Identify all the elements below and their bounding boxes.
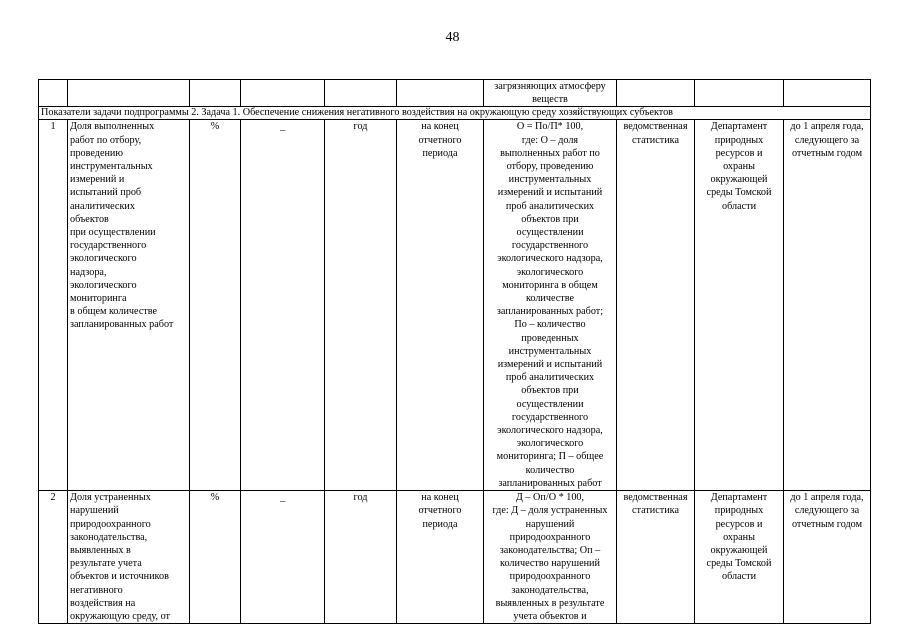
data-source-cell: ведомственная статистика	[617, 491, 695, 624]
dash-cell: _	[241, 120, 325, 491]
unit-cell: %	[190, 491, 241, 624]
continuation-row	[39, 80, 871, 107]
responsible-cell: Департамент природных ресурсов и охраны окружающей среды Томской области	[695, 120, 784, 491]
section-header-row	[39, 107, 871, 120]
fragment-formula-cell: загрязняющих атмосферу веществ	[484, 80, 617, 107]
formula-cell: О = По/П* 100, где: О – доля выполненных работ по отбору, проведению инструментальных измерений и испытаний проб аналитических объектов при осуществлении государственного экологического надзора, экологического мониторинга в общем количестве запланированных работ; По – количество проведенных инструментальных измерений и испытаний проб аналитических объектов при осуществлении государственного экологического надзора, экологического мониторинга; П – общее количество запланированных работ	[484, 120, 617, 491]
table-row	[39, 120, 871, 491]
dash-cell: _	[241, 491, 325, 624]
periodicity-cell: год	[325, 491, 397, 624]
responsible-cell: Департамент природных ресурсов и охраны окружающей среды Томской области	[695, 491, 784, 624]
page-number: 48	[445, 30, 460, 45]
time-characteristic-cell: на конец отчетного периода	[397, 491, 484, 624]
time-characteristic-cell: на конец отчетного периода	[397, 120, 484, 491]
table-row	[39, 491, 871, 624]
deadline-cell: до 1 апреля года, следующего за отчетным годом	[784, 491, 871, 624]
data-source-cell: ведомственная статистика	[617, 120, 695, 491]
periodicity-cell: год	[325, 120, 397, 491]
deadline-cell: до 1 апреля года, следующего за отчетным годом	[784, 120, 871, 491]
indicator-name: Доля устраненных нарушений природоохранного законодательства, выявленных в результате учета объектов и источников негативного воздействия на окружающую среду, от	[68, 491, 190, 624]
formula-cell: Д – Оп/О * 100, где: Д – доля устраненных нарушений природоохранного законодательства; Оп – количество нарушений природоохранного законодательства, выявленных в результате учета объектов и	[484, 491, 617, 624]
row-number: 2	[39, 491, 68, 624]
unit-cell: %	[190, 120, 241, 491]
indicator-name: Доля выполненных работ по отбору, проведению инструментальных измерений и испытаний проб аналитических объектов при осуществлении государственного экологического надзора, экологического мониторинга в общем количестве запланированных работ	[68, 120, 190, 491]
row-number: 1	[39, 120, 68, 491]
section-header: Показатели задачи подпрограммы 2. Задача 1. Обеспечение снижения негативного воздействия на окружающую среду хозяйствующих субъектов	[39, 107, 871, 120]
indicators-table	[38, 79, 871, 624]
